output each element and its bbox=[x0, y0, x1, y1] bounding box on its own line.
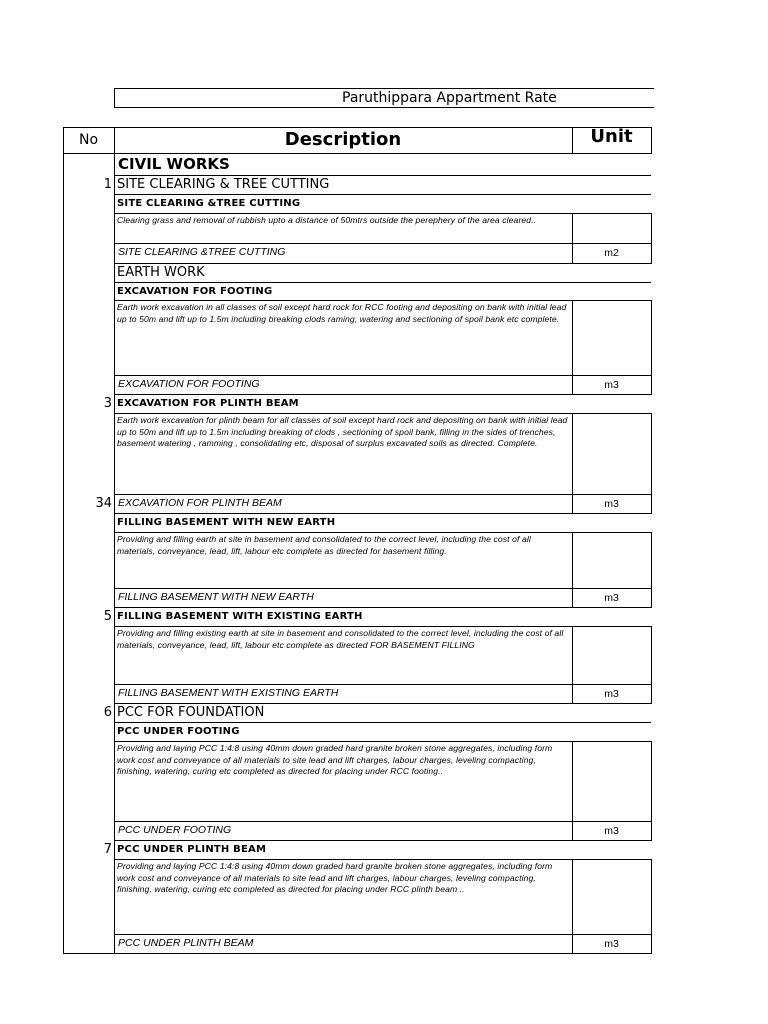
item-unit: m3 bbox=[604, 825, 619, 837]
item-number bbox=[63, 934, 112, 953]
item-unit: m3 bbox=[604, 498, 619, 510]
item-label: SITE CLEARING &TREE CUTTING bbox=[118, 246, 286, 258]
item-number bbox=[63, 684, 112, 703]
item-label: EXCAVATION FOR PLINTH BEAM bbox=[118, 497, 282, 509]
header-no: No bbox=[78, 132, 99, 148]
description-text: Providing and filling existing earth at site in basement and consolidated to the correct level, including the cost of all materials, conveyance, lead, lift, labour etc complete as directed FOR BASEMENT FILLING bbox=[117, 628, 564, 650]
unit-cell-empty bbox=[572, 300, 651, 375]
subhead-label: EXCAVATION FOR FOOTING bbox=[117, 286, 273, 297]
subhead-number bbox=[63, 282, 112, 300]
description-text: Earth work excavation for plinth beam for all classes of soil except hard rock and depositing on bank with initial lead up to 50m and lift up to 1.5m including breaking of clods , sectioning of spoil bank, filling in the sides of trenches, basement watering , ramming , consolidating etc, disposal of surplus excavated soils as directed. Complete. bbox=[117, 415, 568, 448]
grid-line bbox=[651, 684, 652, 704]
sheet-title: Paruthippara Appartment Rate bbox=[342, 90, 557, 106]
subhead-number: 7 bbox=[103, 842, 112, 857]
unit-cell-empty bbox=[572, 741, 651, 821]
grid-line bbox=[651, 532, 652, 588]
item-label: PCC UNDER FOOTING bbox=[118, 824, 232, 836]
item-unit: m2 bbox=[604, 247, 619, 259]
subhead-label: PCC UNDER PLINTH BEAM bbox=[117, 844, 267, 855]
subhead-number: 5 bbox=[103, 609, 112, 624]
grid-line bbox=[651, 300, 652, 375]
item-number bbox=[63, 588, 112, 607]
subhead-label: FILLING BASEMENT WITH EXISTING EARTH bbox=[117, 611, 363, 622]
subhead-number bbox=[63, 194, 112, 213]
grid-line bbox=[651, 859, 652, 934]
item-unit: m3 bbox=[604, 938, 619, 950]
item-unit: m3 bbox=[604, 379, 619, 391]
subhead-label: FILLING BASEMENT WITH NEW EARTH bbox=[117, 517, 336, 528]
item-number bbox=[63, 243, 112, 263]
item-unit: m3 bbox=[604, 688, 619, 700]
grid-line bbox=[651, 213, 652, 243]
section-number: 6 bbox=[103, 705, 112, 720]
unit-cell-empty bbox=[572, 859, 651, 934]
section-number: 1 bbox=[103, 177, 112, 192]
description-text: Earth work excavation in all classes of soil except hard rock for RCC footing and depositing on bank with initial lead up to 50m and lift up to 1.5m including breaking clods raming, watering and sectioning of spoil bank etc complete. bbox=[117, 302, 567, 324]
section-heading: EARTH WORK bbox=[117, 265, 205, 280]
section-heading: SITE CLEARING & TREE CUTTING bbox=[117, 177, 330, 192]
item-label: FILLING BASEMENT WITH EXISTING EARTH bbox=[118, 687, 339, 699]
subhead-number bbox=[63, 722, 112, 741]
civil-works-heading: CIVIL WORKS bbox=[118, 155, 230, 173]
unit-cell-empty bbox=[572, 626, 651, 684]
unit-cell-empty bbox=[572, 213, 651, 243]
grid-line bbox=[651, 494, 652, 514]
header-unit: Unit bbox=[590, 126, 633, 147]
unit-cell-empty bbox=[572, 532, 651, 588]
description-text: Clearing grass and removal of rubbish upto a distance of 50mtrs outside the perephery of the area cleared.. bbox=[117, 215, 537, 225]
grid-line bbox=[651, 821, 652, 841]
subhead-label: PCC UNDER FOOTING bbox=[117, 726, 240, 737]
subhead-label: EXCAVATION FOR PLINTH BEAM bbox=[117, 398, 299, 409]
subhead-number bbox=[63, 513, 112, 532]
section-number bbox=[63, 263, 112, 282]
subhead-number: 3 bbox=[103, 396, 112, 411]
section-heading: PCC FOR FOUNDATION bbox=[117, 705, 265, 720]
grid-line bbox=[63, 953, 114, 954]
item-unit: m3 bbox=[604, 592, 619, 604]
description-text: Providing and laying PCC 1:4:8 using 40mm down graded hard granite broken stone aggregates, including form work cost and conveyance of all materials to site lead and lift charges, labour charges, leveling compacting, finishing, watering, curing etc completed as directed for placing under RCC footing.. bbox=[117, 743, 553, 776]
grid-line bbox=[651, 588, 652, 608]
header-description: Description bbox=[284, 129, 402, 150]
grid-line bbox=[651, 741, 652, 821]
item-label: FILLING BASEMENT WITH NEW EARTH bbox=[118, 591, 314, 603]
grid-line bbox=[114, 953, 652, 954]
subhead-label: SITE CLEARING &TREE CUTTING bbox=[117, 198, 301, 209]
item-label: EXCAVATION FOR FOOTING bbox=[118, 378, 260, 390]
grid-line bbox=[651, 243, 652, 264]
grid-line bbox=[651, 375, 652, 395]
grid-line bbox=[651, 413, 652, 494]
item-number bbox=[63, 375, 112, 394]
description-text: Providing and filling earth at site in basement and consolidated to the correct level, including the cost of all materials, conveyance, lead, lift, labour etc complete as directed for basement filling. bbox=[117, 534, 531, 556]
description-text: Providing and laying PCC 1:4:8 using 40mm down graded hard granite broken stone aggregates, including form work cost and conveyance of all materials to site lead and lift charges, labour charges, leveling compacting, finishing, watering, curing etc completed as directed for placing under RCC plinth beam .. bbox=[117, 861, 553, 894]
item-label: PCC UNDER PLINTH BEAM bbox=[118, 937, 254, 949]
grid-line bbox=[651, 626, 652, 684]
grid-line bbox=[651, 934, 652, 954]
grid-line bbox=[114, 127, 115, 954]
item-number: 34 bbox=[95, 496, 112, 511]
grid-line bbox=[651, 127, 652, 154]
unit-cell-empty bbox=[572, 413, 651, 494]
item-number bbox=[63, 821, 112, 840]
